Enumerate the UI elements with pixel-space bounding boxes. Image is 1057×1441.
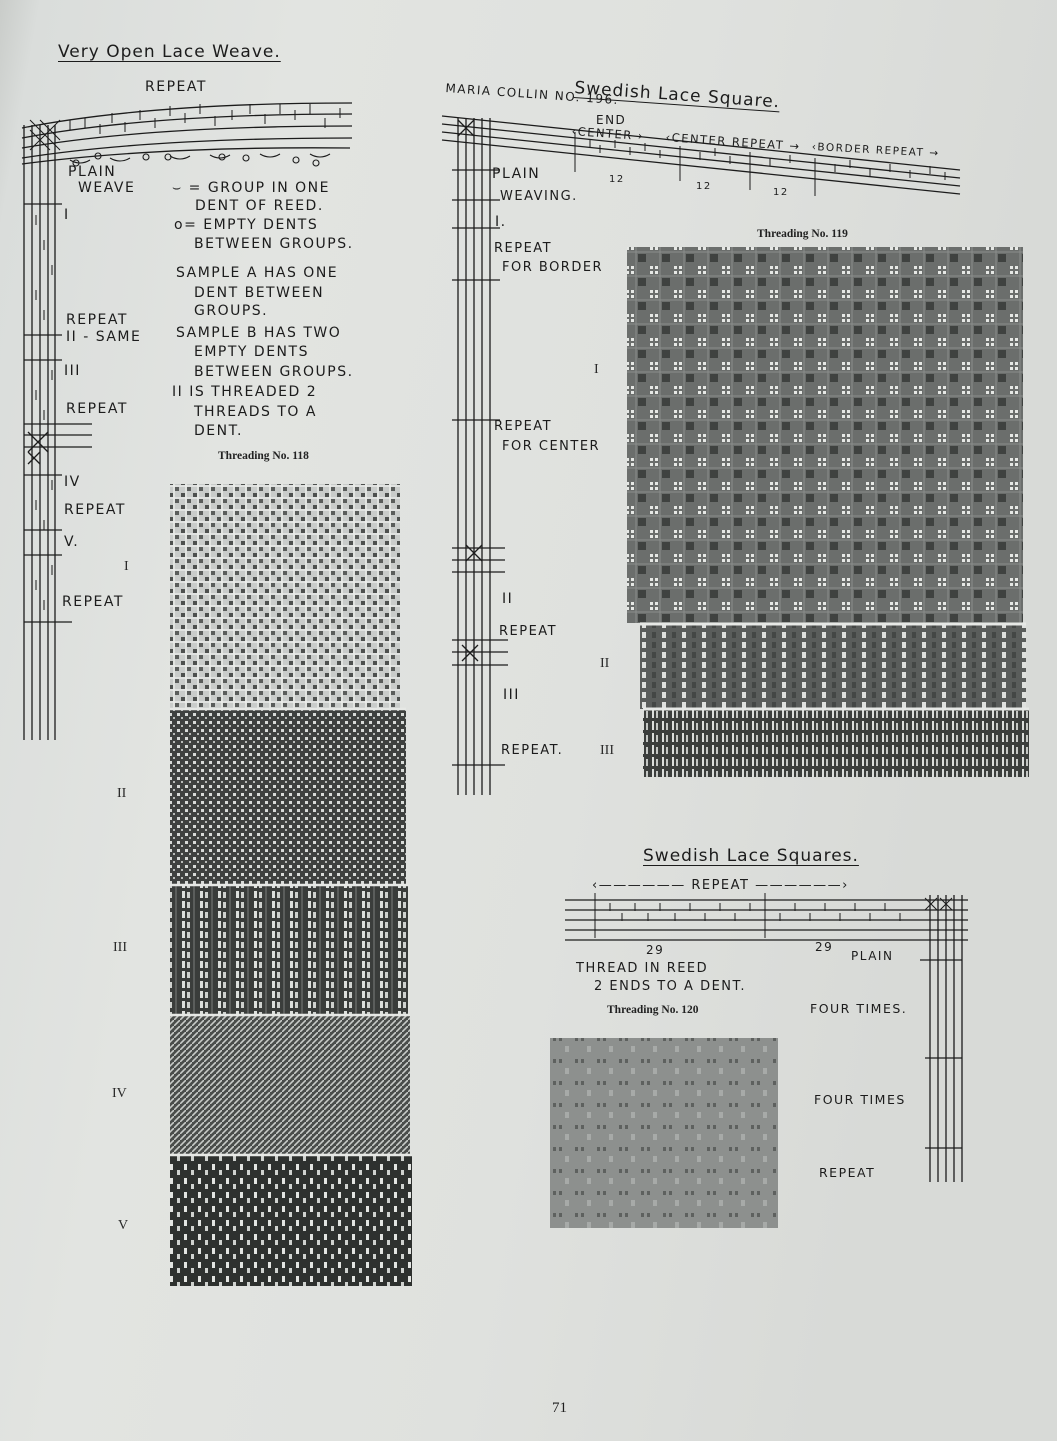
swatch-label-119-i: I	[594, 362, 599, 377]
thread-note-1: THREAD IN REED	[576, 961, 709, 976]
swatch-119-i	[627, 247, 1023, 623]
swatch-label-119-ii: II	[600, 656, 610, 671]
swatch-label-118-iii: III	[113, 940, 127, 955]
swatch-119-iii	[643, 709, 1029, 777]
legend-line-1: ⌣ = GROUP IN ONE	[172, 180, 330, 196]
left-draft-marks	[36, 215, 52, 610]
swatch-label-118-ii: II	[117, 786, 127, 801]
note-line-5: EMPTY DENTS	[194, 344, 309, 360]
left-weave-label: WEAVE	[78, 180, 136, 196]
thread-note-2: 2 ENDS TO A DENT.	[594, 979, 747, 994]
left-label-v: V.	[64, 534, 80, 550]
bottom-repeat-end: REPEAT	[819, 1165, 876, 1180]
swatch-118-iv	[170, 1016, 410, 1154]
count-12-a: 12	[609, 174, 625, 185]
note-line-2: DENT BETWEEN	[194, 285, 325, 301]
swatch-118-iii	[170, 886, 408, 1014]
swatch-119-ii	[640, 623, 1026, 709]
count-12-b: 12	[696, 181, 712, 192]
legend-line-2: DENT OF REED.	[195, 198, 324, 214]
note-line-7: II IS THREADED 2	[172, 384, 318, 400]
bottom-right-draft-rules	[920, 960, 962, 1148]
swatch-118-v	[170, 1156, 412, 1286]
note-line-6: BETWEEN GROUPS.	[194, 364, 354, 380]
left-plain-label: PLAIN	[68, 164, 117, 180]
four-times-2: FOUR TIMES	[814, 1092, 906, 1107]
left-title: Very Open Lace Weave.	[58, 42, 281, 62]
left-label-repeat-3: REPEAT	[62, 594, 124, 610]
swatch-label-118-v: V	[118, 1218, 129, 1233]
swatch-118-i	[170, 484, 400, 708]
left-label-repeat-1: REPEAT	[66, 401, 128, 417]
legend-line-4: BETWEEN GROUPS.	[194, 236, 354, 252]
top-right-repeat: REPEAT	[499, 624, 558, 639]
plain-label: PLAIN	[492, 166, 541, 182]
left-label-iii: III	[64, 363, 81, 379]
bottom-repeat-label: ‹—————— REPEAT ——————›	[592, 878, 849, 893]
note-line-9: DENT.	[194, 423, 243, 439]
left-repeat-top: REPEAT	[145, 79, 207, 95]
caption-119: Threading No. 119	[757, 228, 848, 240]
note-line-1: SAMPLE A HAS ONE	[176, 265, 339, 281]
repeat-border-2: FOR BORDER	[502, 260, 604, 275]
count-29-a: 29	[646, 943, 665, 957]
bottom-right-draft-horizontal-lines	[565, 900, 968, 940]
weaving-label: WEAVING.	[500, 189, 578, 204]
author-label: MARIA COLLIN NO. 196.	[445, 81, 620, 108]
note-line-4: SAMPLE B HAS TWO	[176, 325, 342, 341]
caption-118: Threading No. 118	[218, 450, 309, 462]
swatch-label-119-iii: III	[600, 743, 614, 758]
swatch-label-118-i: I	[124, 559, 129, 574]
repeat-center-1: REPEAT	[494, 419, 553, 434]
left-label-repeat-2: REPEAT	[64, 502, 126, 518]
note-line-3: GROUPS.	[194, 303, 269, 319]
top-right-repeat-end: REPEAT.	[501, 743, 564, 758]
swatch-118-ii	[170, 708, 406, 884]
page-number: 71	[552, 1400, 567, 1416]
repeat-center-2: FOR CENTER	[502, 439, 601, 454]
end-label: END	[596, 113, 627, 127]
left-label-i: I	[64, 207, 70, 223]
bottom-right-draft-vertical-lines	[930, 895, 962, 1182]
swatch-label-118-iv: IV	[112, 1086, 127, 1101]
left-label-ii-same: II - SAME	[66, 329, 142, 345]
top-right-label-ii: II	[502, 591, 514, 607]
top-right-draft-vertical-lines	[458, 118, 490, 795]
bottom-plain-label: PLAIN	[851, 949, 894, 963]
left-label-iv: IV	[64, 474, 81, 490]
bottom-right-title: Swedish Lace Squares.	[643, 846, 859, 866]
count-29-b: 29	[815, 940, 834, 954]
center-repeat-label: ‹CENTER REPEAT →	[665, 130, 801, 154]
top-right-label-i: I.	[495, 214, 507, 230]
note-line-8: THREADS TO A	[194, 404, 317, 420]
four-times-1: FOUR TIMES.	[810, 1001, 908, 1016]
left-draft-horizontal-lines	[22, 103, 352, 164]
legend-line-3: o= EMPTY DENTS	[174, 217, 319, 233]
caption-120: Threading No. 120	[607, 1004, 699, 1016]
top-right-title: Swedish Lace Square.	[573, 78, 781, 113]
repeat-border-1: REPEAT	[494, 241, 553, 256]
border-repeat-label: ‹BORDER REPEAT →	[811, 141, 940, 160]
top-right-label-iii: III	[503, 687, 520, 703]
count-12-c: 12	[773, 187, 789, 198]
center-label: ‹CENTER ›	[571, 124, 645, 144]
swatch-120	[550, 1038, 778, 1228]
left-label-repeat-ii: REPEAT	[66, 312, 128, 328]
